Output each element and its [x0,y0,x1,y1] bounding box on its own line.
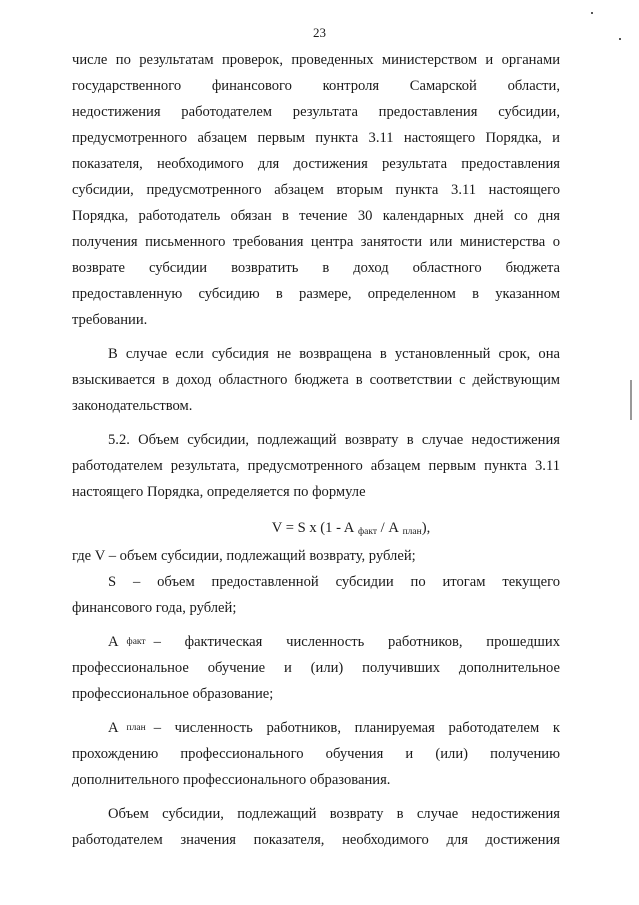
formula-main: V = S x (1 - A [271,520,355,536]
text-line: настоящего Порядка, определяется по формуле [72,484,366,500]
formula [72,513,560,543]
text-line: законодательством. [72,398,193,414]
formula-sub-plan: план [402,527,422,537]
text-line: профессиональное обучение и (или) получивших дополнительное [72,660,560,676]
text-line: В случае если субсидия не возвращена в установленный срок, она [108,346,560,362]
text-line: работодателем результата, предусмотренного абзацем первым пункта 3.11 [72,458,560,474]
formula-mid: / A [380,520,399,536]
text-line: получения письменного требования центра занятости или министерства о [72,234,560,250]
text-line: взыскивается в доход областного бюджета в соответствии с действующим [72,372,560,388]
text-line: субсидии, предусмотренного абзацем вторым пункта 3.11 настоящего [72,182,560,198]
text-line [72,715,560,741]
text-line: профессиональное образование; [72,686,274,702]
symbol-a-fact: A [108,634,119,650]
text-line: числе по результатам проверок, проведенных министерством и органами [72,52,560,68]
symbol-a-plan: A [108,720,119,736]
scan-mark [630,380,632,420]
text-line: финансового года, рублей; [72,600,237,616]
text-line-rest: – фактическая численность работников, прошедших [153,634,560,650]
text-line: S – объем предоставленной субсидии по итогам текущего [108,574,560,590]
text-line [72,629,560,655]
formula-sub-fact: факт [357,527,377,537]
page-number: 23 [313,25,326,40]
formula-end: ), [421,520,431,536]
text-line: показателя, необходимого для достижения результата предоставления [72,156,560,172]
text-line: требовании. [72,312,148,328]
text-line: работодателем значения показателя, необходимого для достижения [72,832,560,848]
text-line: Объем субсидии, подлежащий возврату в случае недостижения [108,806,560,822]
symbol-a-fact-sub: факт [126,637,146,647]
scan-mark [591,12,593,14]
text-line: возврате субсидии возвратить в доход областного бюджета [72,260,560,276]
text-line: предоставленную субсидию в размере, определенном в указанном [72,286,560,302]
text-line-rest: – численность работников, планируемая работодателем к [153,720,560,736]
text-line: 5.2. Объем субсидии, подлежащий возврату в случае недостижения [108,432,560,448]
text-line: государственного финансового контроля Самарской области, [72,78,560,94]
text-line: Порядка, работодатель обязан в течение 30 календарных дней со дня [72,208,560,224]
text-line: дополнительного профессионального образования. [72,772,391,788]
text-line: прохождению профессионального обучения и (или) получению [72,746,560,762]
document-body [72,47,560,853]
scan-mark [619,38,621,40]
symbol-a-plan-sub: план [126,723,146,733]
text-line: недостижения работодателем результата предоставления субсидии, [72,104,560,120]
text-line: где V – объем субсидии, подлежащий возврату, рублей; [72,548,416,564]
text-line: предусмотренного абзацем первым пункта 3.11 настоящего Порядка, и [72,130,560,146]
